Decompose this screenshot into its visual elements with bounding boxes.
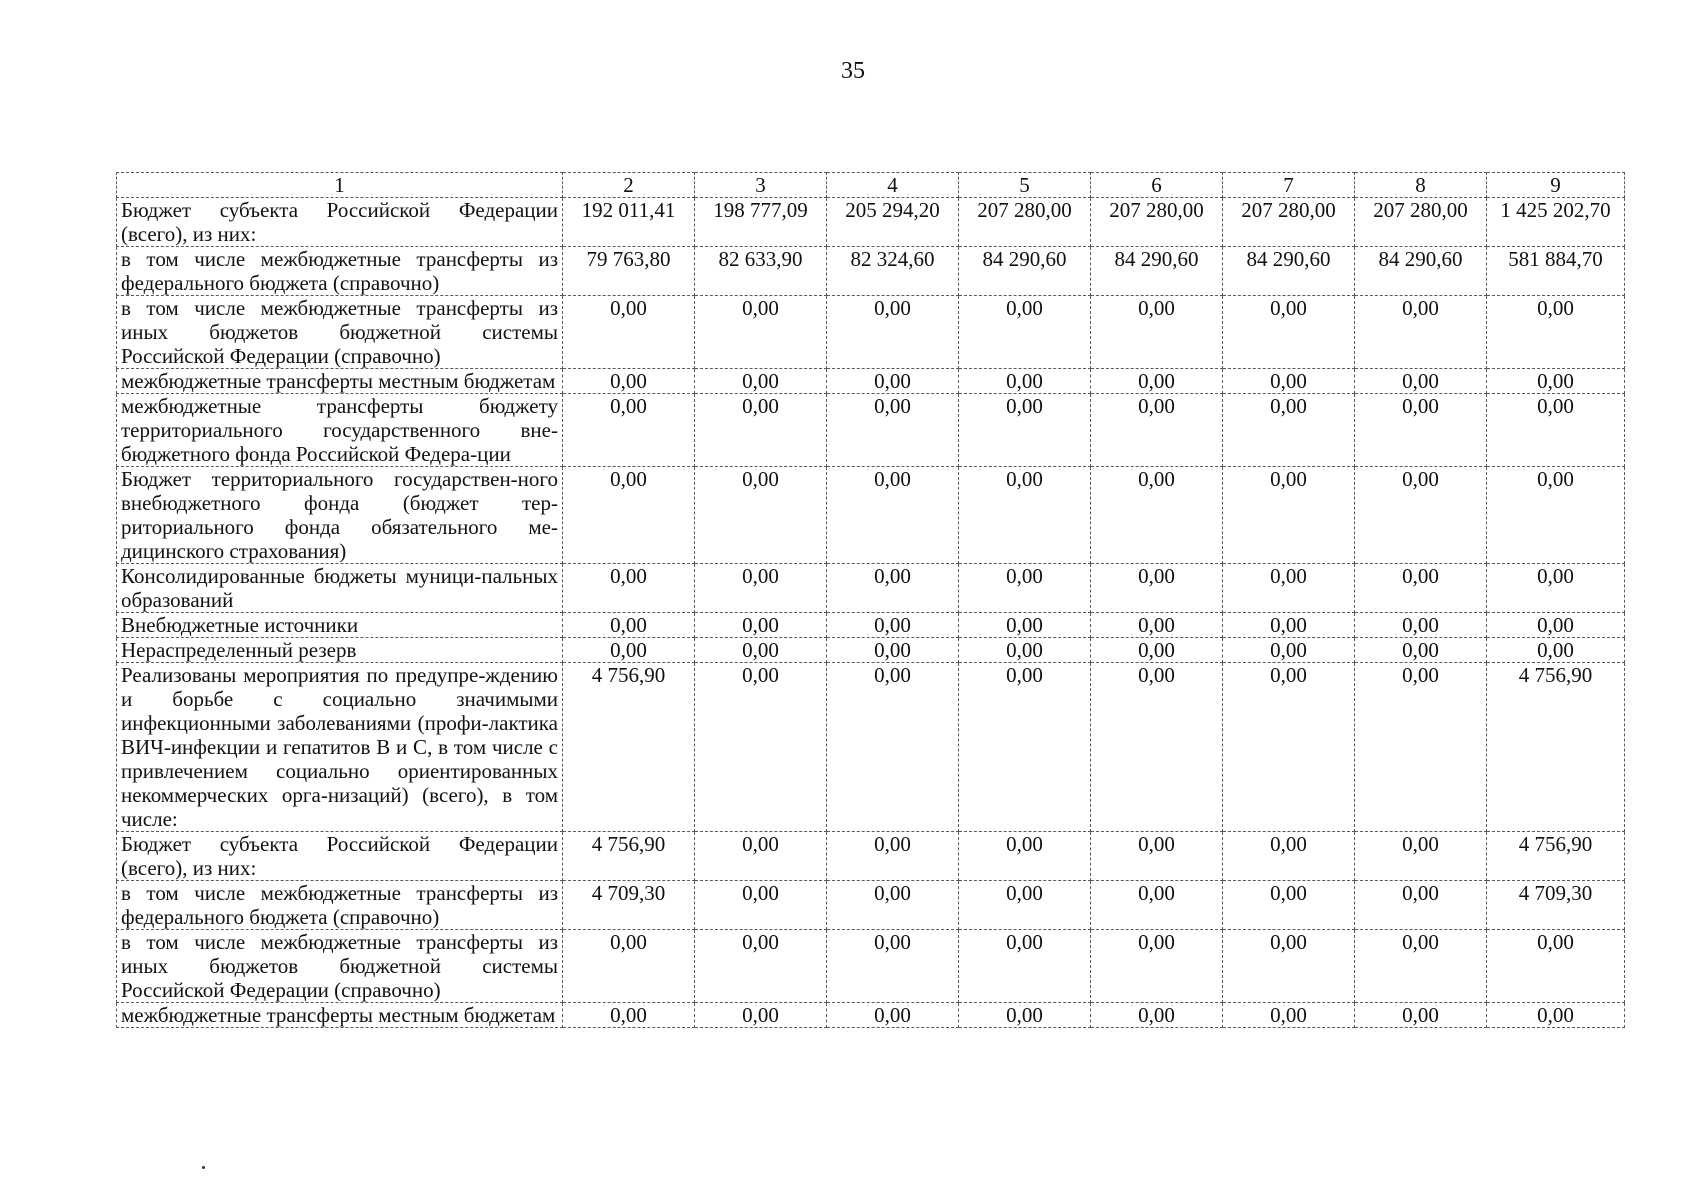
- column-header-8: 8: [1355, 173, 1487, 198]
- cell-value: 0,00: [695, 1003, 827, 1028]
- column-header-2: 2: [563, 173, 695, 198]
- cell-value: 0,00: [1487, 613, 1625, 638]
- cell-value: 0,00: [1091, 369, 1223, 394]
- cell-value: 0,00: [1355, 663, 1487, 832]
- cell-value: 84 290,60: [959, 247, 1091, 296]
- cell-value: 0,00: [563, 564, 695, 613]
- cell-value: 0,00: [959, 930, 1091, 1003]
- table-row: [117, 198, 1625, 247]
- cell-value: 0,00: [1355, 369, 1487, 394]
- column-header-9: 9: [1487, 173, 1625, 198]
- scan-speck: [202, 1166, 205, 1169]
- cell-value: 0,00: [695, 369, 827, 394]
- table-row: [117, 663, 1625, 832]
- cell-value: 0,00: [1355, 638, 1487, 663]
- table-row: [117, 394, 1625, 467]
- cell-value: 0,00: [1355, 1003, 1487, 1028]
- cell-value: 0,00: [1223, 638, 1355, 663]
- cell-value: 0,00: [1487, 564, 1625, 613]
- cell-value: 0,00: [695, 930, 827, 1003]
- cell-value: 84 290,60: [1091, 247, 1223, 296]
- cell-value: 0,00: [1091, 467, 1223, 564]
- cell-value: 0,00: [827, 832, 959, 881]
- cell-value: 0,00: [563, 638, 695, 663]
- cell-value: 0,00: [959, 564, 1091, 613]
- row-label: Внебюджетные источники: [117, 613, 563, 638]
- cell-value: 0,00: [1223, 881, 1355, 930]
- row-label: в том числе межбюджетные трансферты из федерального бюджета (справочно): [117, 247, 563, 296]
- cell-value: 0,00: [1355, 930, 1487, 1003]
- row-label: Нераспределенный резерв: [117, 638, 563, 663]
- cell-value: 0,00: [1487, 638, 1625, 663]
- cell-value: 207 280,00: [1091, 198, 1223, 247]
- cell-value: 0,00: [827, 663, 959, 832]
- cell-value: 0,00: [1091, 1003, 1223, 1028]
- cell-value: 0,00: [959, 663, 1091, 832]
- cell-value: 0,00: [1223, 296, 1355, 369]
- cell-value: 0,00: [827, 881, 959, 930]
- cell-value: 0,00: [1223, 369, 1355, 394]
- column-header-4: 4: [827, 173, 959, 198]
- cell-value: 0,00: [563, 467, 695, 564]
- row-label: в том числе межбюджетные трансферты из иных бюджетов бюджетной системы Российской Федерации (справочно): [117, 930, 563, 1003]
- cell-value: 0,00: [1091, 930, 1223, 1003]
- table-row: [117, 638, 1625, 663]
- cell-value: 0,00: [563, 369, 695, 394]
- header-row: [117, 173, 1625, 198]
- cell-value: 0,00: [1355, 296, 1487, 369]
- cell-value: 4 756,90: [1487, 832, 1625, 881]
- cell-value: 0,00: [1223, 663, 1355, 832]
- cell-value: 207 280,00: [1223, 198, 1355, 247]
- table-row: [117, 247, 1625, 296]
- cell-value: 0,00: [959, 613, 1091, 638]
- cell-value: 207 280,00: [959, 198, 1091, 247]
- cell-value: 84 290,60: [1355, 247, 1487, 296]
- cell-value: 82 633,90: [695, 247, 827, 296]
- cell-value: 0,00: [1355, 564, 1487, 613]
- cell-value: 581 884,70: [1487, 247, 1625, 296]
- page-number: 35: [841, 58, 865, 84]
- cell-value: 0,00: [1091, 881, 1223, 930]
- cell-value: 0,00: [1091, 613, 1223, 638]
- cell-value: 0,00: [695, 638, 827, 663]
- cell-value: 0,00: [959, 369, 1091, 394]
- cell-value: 192 011,41: [563, 198, 695, 247]
- cell-value: 4 709,30: [1487, 881, 1625, 930]
- cell-value: 4 756,90: [563, 832, 695, 881]
- cell-value: 0,00: [1091, 663, 1223, 832]
- table-body: [117, 198, 1625, 1028]
- table-row: [117, 467, 1625, 564]
- cell-value: 0,00: [1223, 564, 1355, 613]
- row-label: Бюджет территориального государствен-ного внебюджетного фонда (бюджет тер-риториального фонда обязательного ме-дицинского страхования): [117, 467, 563, 564]
- cell-value: 0,00: [959, 394, 1091, 467]
- table-row: [117, 881, 1625, 930]
- cell-value: 0,00: [1487, 930, 1625, 1003]
- cell-value: 0,00: [959, 296, 1091, 369]
- cell-value: 1 425 202,70: [1487, 198, 1625, 247]
- cell-value: 0,00: [827, 564, 959, 613]
- cell-value: 0,00: [1091, 638, 1223, 663]
- cell-value: 0,00: [1223, 467, 1355, 564]
- row-label: Консолидированные бюджеты муници-пальных образований: [117, 564, 563, 613]
- row-label: межбюджетные трансферты местным бюджетам: [117, 369, 563, 394]
- cell-value: 0,00: [1355, 832, 1487, 881]
- cell-value: 0,00: [1487, 394, 1625, 467]
- cell-value: 0,00: [1355, 613, 1487, 638]
- column-header-1: 1: [117, 173, 563, 198]
- cell-value: 207 280,00: [1355, 198, 1487, 247]
- cell-value: 0,00: [959, 1003, 1091, 1028]
- cell-value: 79 763,80: [563, 247, 695, 296]
- cell-value: 0,00: [959, 638, 1091, 663]
- cell-value: 198 777,09: [695, 198, 827, 247]
- cell-value: 0,00: [1355, 881, 1487, 930]
- cell-value: 0,00: [695, 881, 827, 930]
- column-header-7: 7: [1223, 173, 1355, 198]
- cell-value: 0,00: [563, 1003, 695, 1028]
- cell-value: 0,00: [1223, 832, 1355, 881]
- cell-value: 0,00: [695, 832, 827, 881]
- cell-value: 0,00: [1223, 1003, 1355, 1028]
- cell-value: 0,00: [827, 467, 959, 564]
- table-row: [117, 930, 1625, 1003]
- cell-value: 0,00: [827, 369, 959, 394]
- cell-value: 0,00: [695, 296, 827, 369]
- cell-value: 0,00: [695, 564, 827, 613]
- cell-value: 0,00: [959, 467, 1091, 564]
- row-label: Бюджет субъекта Российской Федерации (всего), из них:: [117, 198, 563, 247]
- column-header-3: 3: [695, 173, 827, 198]
- cell-value: 84 290,60: [1223, 247, 1355, 296]
- table-row: [117, 369, 1625, 394]
- row-label: межбюджетные трансферты бюджету территориального государственного вне-бюджетного фонда Российской Федера-ции: [117, 394, 563, 467]
- table-row: [117, 832, 1625, 881]
- cell-value: 0,00: [695, 394, 827, 467]
- cell-value: 0,00: [1223, 930, 1355, 1003]
- cell-value: 0,00: [1091, 296, 1223, 369]
- cell-value: 4 756,90: [563, 663, 695, 832]
- cell-value: 0,00: [1091, 564, 1223, 613]
- cell-value: 4 756,90: [1487, 663, 1625, 832]
- cell-value: 0,00: [1487, 369, 1625, 394]
- row-label: Бюджет субъекта Российской Федерации (всего), из них:: [117, 832, 563, 881]
- cell-value: 0,00: [959, 881, 1091, 930]
- cell-value: 0,00: [827, 296, 959, 369]
- cell-value: 0,00: [563, 930, 695, 1003]
- cell-value: 0,00: [1355, 394, 1487, 467]
- row-label: в том числе межбюджетные трансферты из иных бюджетов бюджетной системы Российской Федерации (справочно): [117, 296, 563, 369]
- cell-value: 0,00: [563, 613, 695, 638]
- cell-value: 0,00: [827, 394, 959, 467]
- table-row: [117, 564, 1625, 613]
- cell-value: 0,00: [1487, 467, 1625, 564]
- cell-value: 0,00: [563, 296, 695, 369]
- cell-value: 0,00: [695, 467, 827, 564]
- cell-value: 82 324,60: [827, 247, 959, 296]
- cell-value: 0,00: [1223, 394, 1355, 467]
- table-row: [117, 296, 1625, 369]
- row-label: межбюджетные трансферты местным бюджетам: [117, 1003, 563, 1028]
- cell-value: 0,00: [1223, 613, 1355, 638]
- cell-value: 0,00: [827, 1003, 959, 1028]
- row-label: Реализованы мероприятия по предупре-ждению и борьбе с социально значимыми инфекционными заболеваниями (профи-лактика ВИЧ-инфекции и гепатитов B и C, в том числе с привлечением социально ориентированных некоммерческих орга-низаций) (всего), в том числе:: [117, 663, 563, 832]
- cell-value: 0,00: [1487, 296, 1625, 369]
- row-label: в том числе межбюджетные трансферты из федерального бюджета (справочно): [117, 881, 563, 930]
- table-row: [117, 1003, 1625, 1028]
- column-header-6: 6: [1091, 173, 1223, 198]
- budget-table: [116, 172, 1625, 1028]
- cell-value: 0,00: [1487, 1003, 1625, 1028]
- cell-value: 0,00: [827, 613, 959, 638]
- cell-value: 0,00: [1091, 832, 1223, 881]
- cell-value: 0,00: [695, 613, 827, 638]
- cell-value: 0,00: [1091, 394, 1223, 467]
- cell-value: 0,00: [827, 930, 959, 1003]
- cell-value: 205 294,20: [827, 198, 959, 247]
- cell-value: 0,00: [695, 663, 827, 832]
- cell-value: 0,00: [563, 394, 695, 467]
- cell-value: 4 709,30: [563, 881, 695, 930]
- table-row: [117, 613, 1625, 638]
- cell-value: 0,00: [959, 832, 1091, 881]
- cell-value: 0,00: [1355, 467, 1487, 564]
- column-header-5: 5: [959, 173, 1091, 198]
- cell-value: 0,00: [827, 638, 959, 663]
